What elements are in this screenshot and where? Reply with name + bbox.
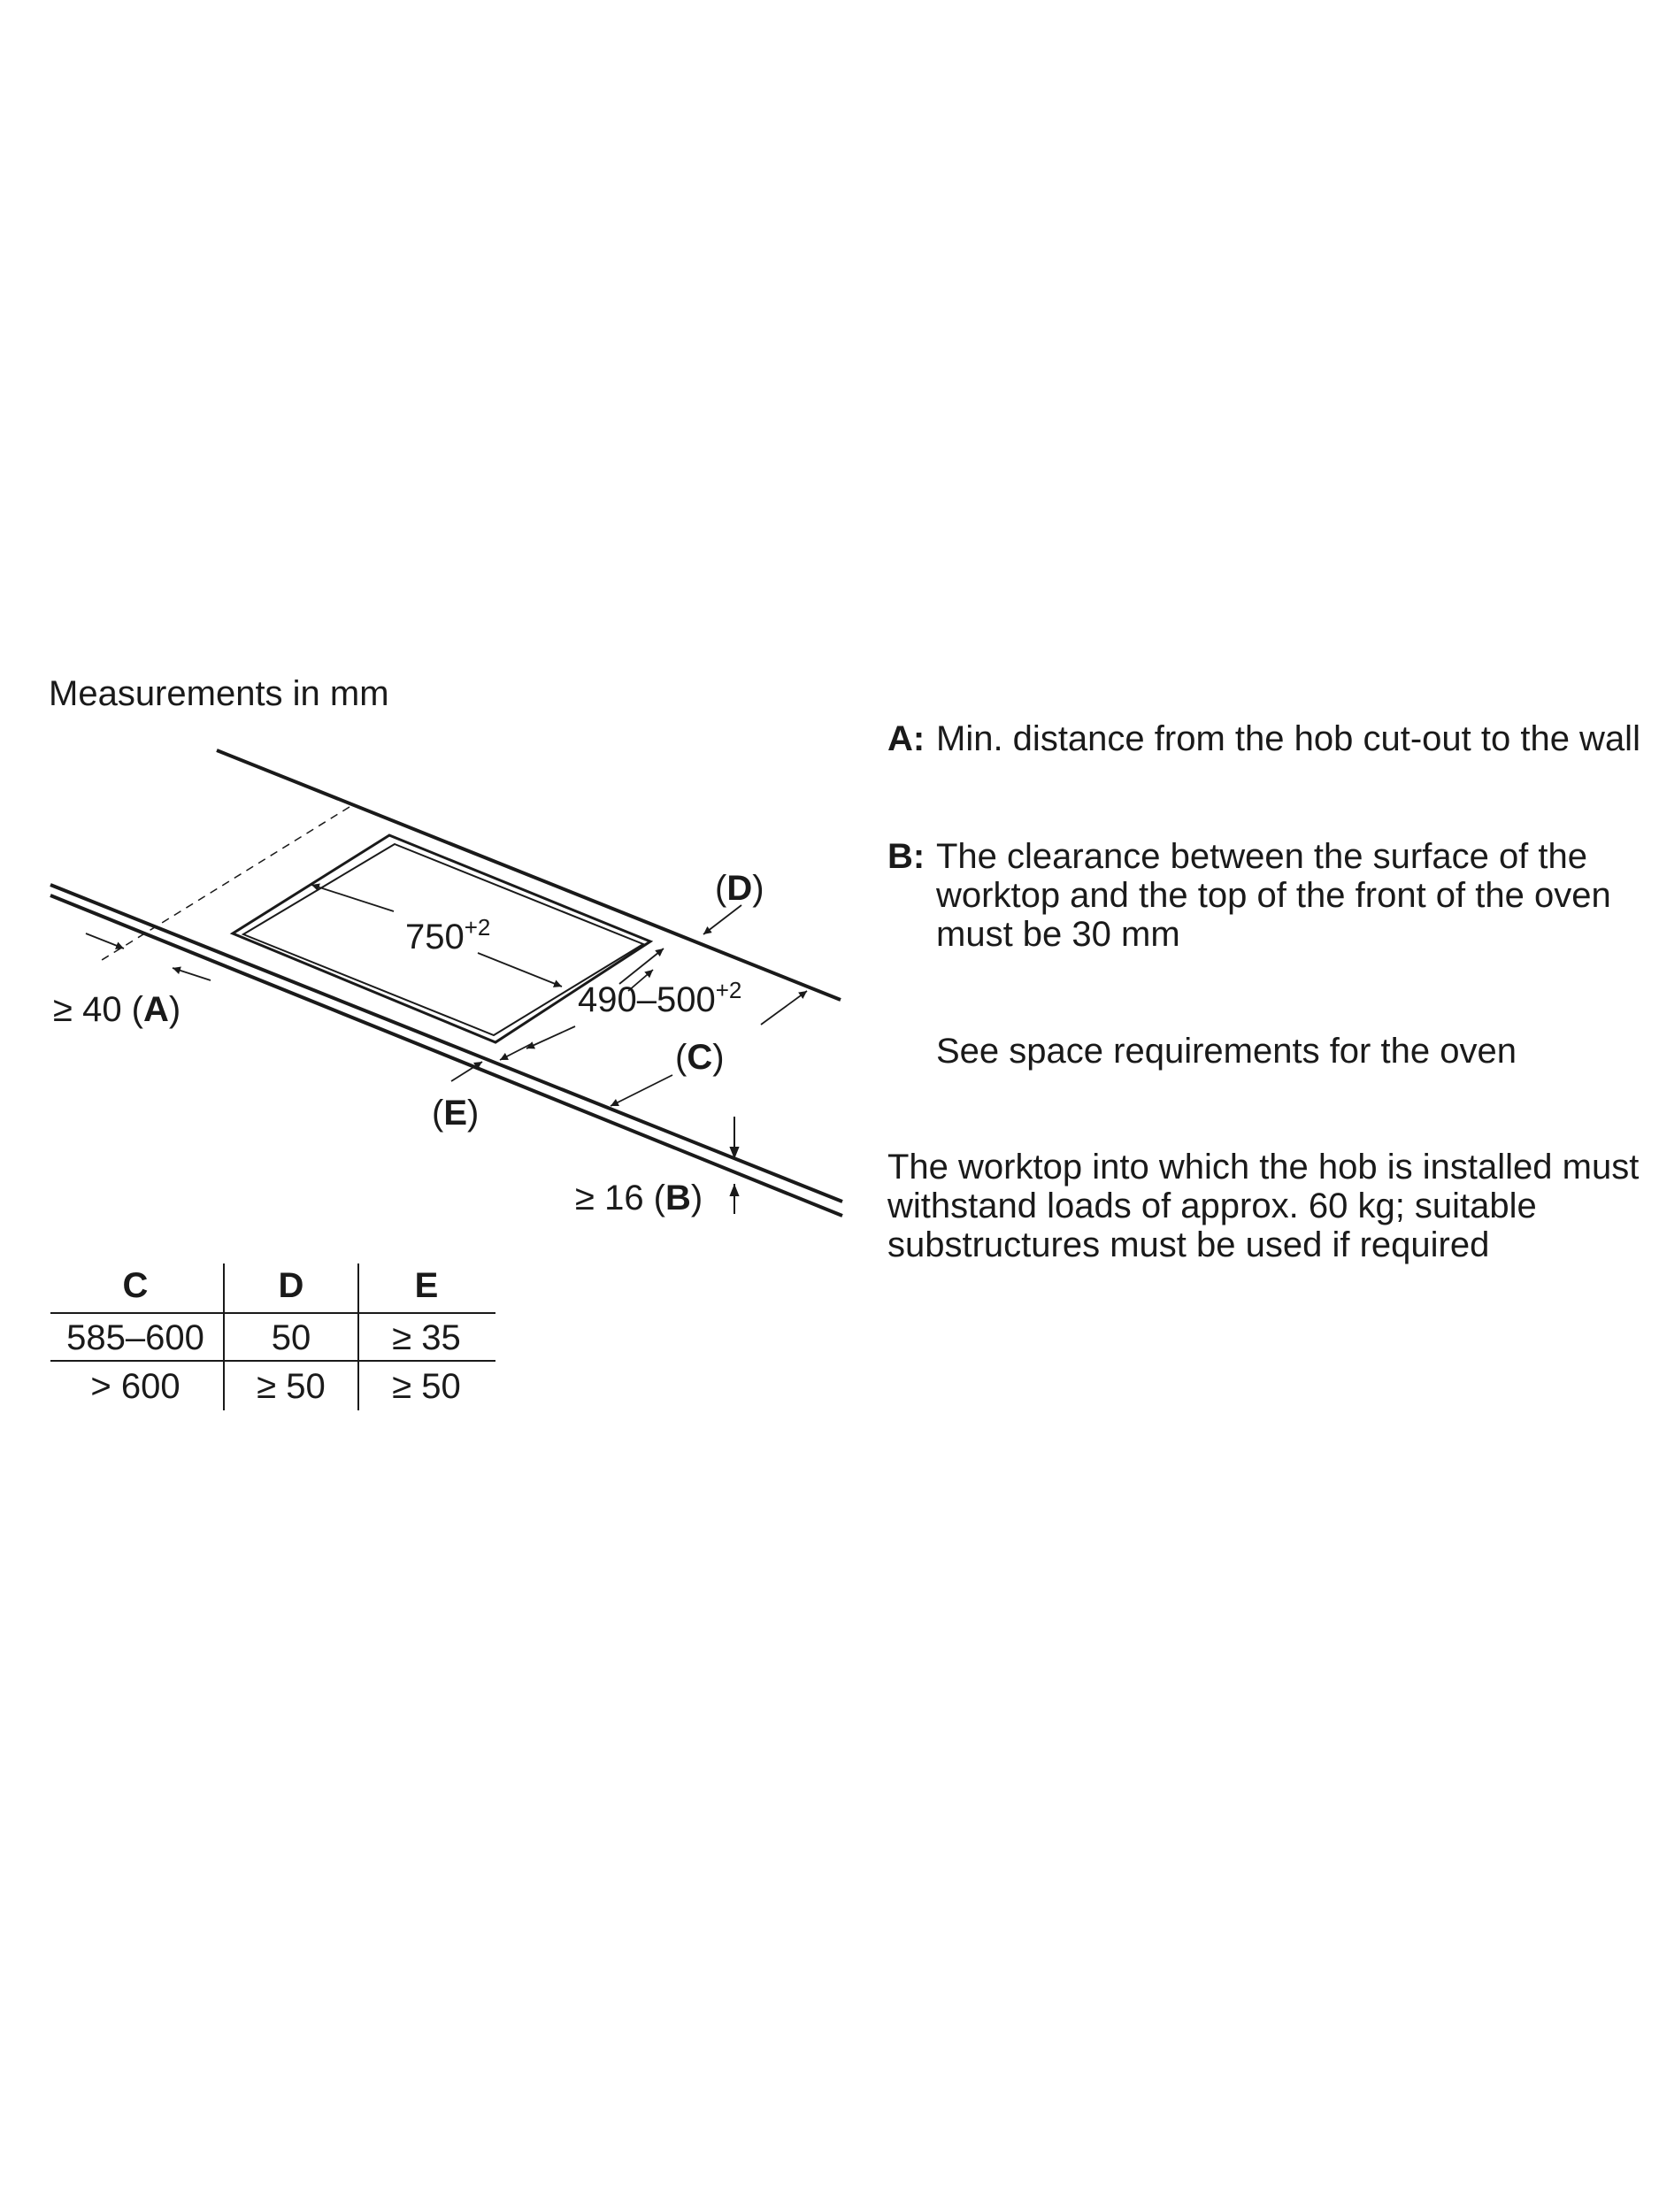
note-b-text: The clearance between the surface of the worktop and the top of the front of the oven must be 30 mm — [936, 837, 1611, 954]
a-arrow-in — [86, 933, 124, 949]
dimension-c-label: (C) — [675, 1038, 725, 1077]
note-b-key: B: — [887, 837, 926, 876]
note-a-text: Min. distance from the hob cut-out to the wall — [936, 719, 1640, 758]
a-arrow-out — [173, 968, 211, 980]
table-row1-c: 585–600 — [66, 1318, 204, 1357]
dimension-d-label: (D) — [715, 869, 764, 908]
table-header-e: E — [414, 1266, 439, 1305]
dimension-table — [50, 1263, 495, 1410]
d-arrow-outer — [703, 905, 741, 934]
table-header-d: D — [278, 1266, 304, 1305]
note-oven — [887, 1032, 1648, 1071]
table-header-c: C — [122, 1266, 149, 1305]
cutout-length-label: $750^{+2}$ — [405, 914, 491, 956]
note-load — [887, 1148, 1648, 1264]
measurements-heading: Measurements in mm — [49, 674, 389, 713]
table-row2-c: > 600 — [90, 1367, 180, 1406]
table-row2-d: ≥ 50 — [257, 1367, 326, 1406]
e-arrow-down — [500, 1044, 531, 1060]
length-arrow-right — [478, 953, 562, 987]
dimension-b-label: ≥ 16 (B) — [575, 1179, 703, 1217]
note-b — [887, 837, 1648, 954]
table-row1-d: 50 — [271, 1318, 311, 1357]
table-row2-e: ≥ 50 — [392, 1367, 461, 1406]
cutout-depth-label: $490-500^{+2}$ — [578, 977, 742, 1019]
table-row1-e: ≥ 35 — [392, 1318, 461, 1357]
length-arrow-left — [311, 885, 394, 911]
dimension-a-label: ≥ 40 (A) — [53, 990, 181, 1029]
note-oven-text: See space requirements for the oven — [936, 1032, 1517, 1071]
c-arrow-up — [761, 991, 807, 1025]
c-arrow-down — [611, 1075, 672, 1106]
note-a — [887, 719, 1648, 758]
note-a-key: A: — [887, 719, 926, 758]
dimension-e-label: (E) — [432, 1094, 480, 1133]
depth-arrow-down — [526, 1026, 575, 1048]
note-load-text: The worktop into which the hob is installed must withstand loads of approx. 60 kg; suitable substructures must be used if required — [887, 1148, 1640, 1264]
